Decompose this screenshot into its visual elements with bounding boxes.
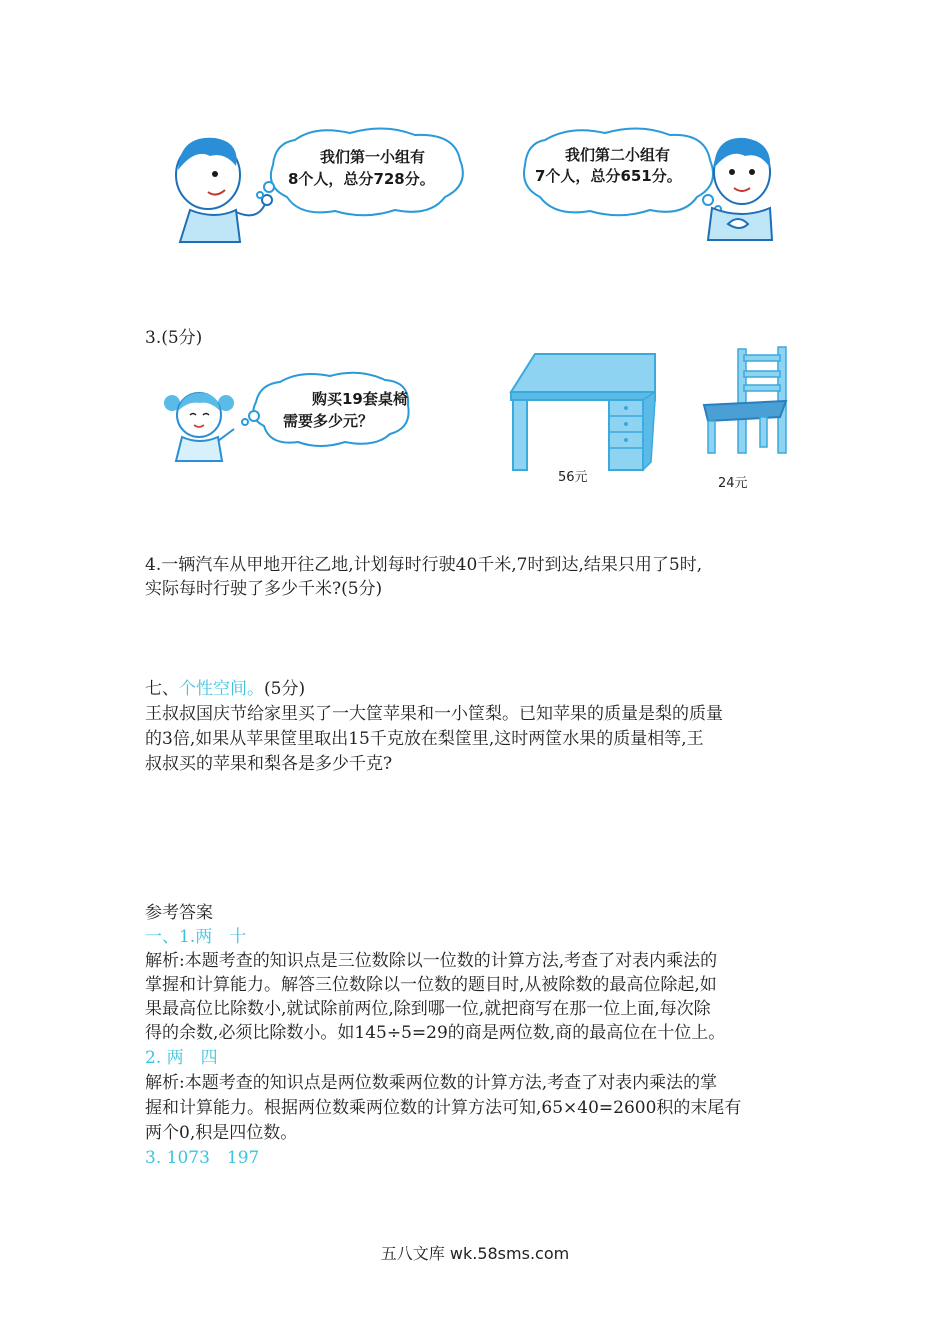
- answer-2-analysis-2: 握和计算能力。根据两位数乘两位数的计算方法可知,65×40=2600积的末尾有: [145, 1098, 742, 1118]
- answer-1-analysis-2: 掌握和计算能力。解答三位数除以一位数的题目时,从被除数的最高位除起,如: [145, 975, 717, 995]
- girl-illustration: [160, 385, 240, 465]
- boy-right-illustration: [700, 128, 780, 243]
- bubble-1-line-1: 我们第一小组有: [320, 148, 426, 166]
- section-7-score: (5分): [264, 679, 306, 699]
- bubble-2-line-2: 7个人，总分651分。: [535, 167, 682, 185]
- answer-2-analysis-1: 解析:本题考查的知识点是两位数乘两位数的计算方法,考查了对表内乘法的掌: [145, 1073, 718, 1093]
- bubble-3-line-1: 购买19套桌椅: [312, 390, 408, 408]
- section-7-title: 个性空间。: [179, 679, 264, 699]
- section-7-line-1: 王叔叔国庆节给家里买了一大筐苹果和一小筐梨。已知苹果的质量是梨的质量: [145, 704, 723, 724]
- chair-price: 24元: [718, 476, 748, 491]
- answer-2-analysis-3: 两个0,积是四位数。: [145, 1123, 298, 1143]
- answer-1-analysis-3: 果最高位比除数小,就试除前两位,除到哪一位,就把商写在那一位上面,每次除: [145, 999, 711, 1019]
- bubble-2-line-1: 我们第二小组有: [565, 146, 671, 164]
- answer-2: 2. 两 四: [145, 1048, 218, 1068]
- answer-1-analysis-1: 解析:本题考查的知识点是三位数除以一位数的计算方法,考查了对表内乘法的: [145, 951, 718, 971]
- question-3-label: 3.(5分): [145, 328, 203, 348]
- bubble-3-line-2: 需要多少元？: [283, 412, 374, 430]
- question-4-line-1: 4.一辆汽车从甲地开往乙地,计划每时行驶40千米,7时到达,结果只用了5时,: [145, 555, 703, 575]
- question-4-line-2: 实际每时行驶了多少千米?(5分): [145, 579, 383, 599]
- answer-3: 3. 1073 197: [145, 1148, 260, 1168]
- answer-1: 一、1.两 十: [145, 927, 247, 947]
- section-7-line-3: 叔叔买的苹果和梨各是多少千克?: [145, 754, 393, 774]
- chair-illustration: [700, 345, 790, 457]
- section-7-number: 七、: [145, 679, 179, 699]
- bubble-1-line-2: 8个人，总分728分。: [288, 170, 435, 188]
- answer-1-analysis-4: 得的余数,必须比除数小。如145÷5=29的商是两位数,商的最高位在十位上。: [145, 1023, 726, 1043]
- section-7-line-2: 的3倍,如果从苹果筐里取出15千克放在梨筐里,这时两筐水果的质量相等,王: [145, 729, 704, 749]
- desk-illustration: [505, 352, 660, 474]
- desk-price: 56元: [558, 470, 588, 485]
- section-7-heading: [145, 676, 305, 703]
- footer-watermark: 五八文库 wk.58sms.com: [380, 1244, 570, 1263]
- answers-heading: 参考答案: [145, 903, 213, 923]
